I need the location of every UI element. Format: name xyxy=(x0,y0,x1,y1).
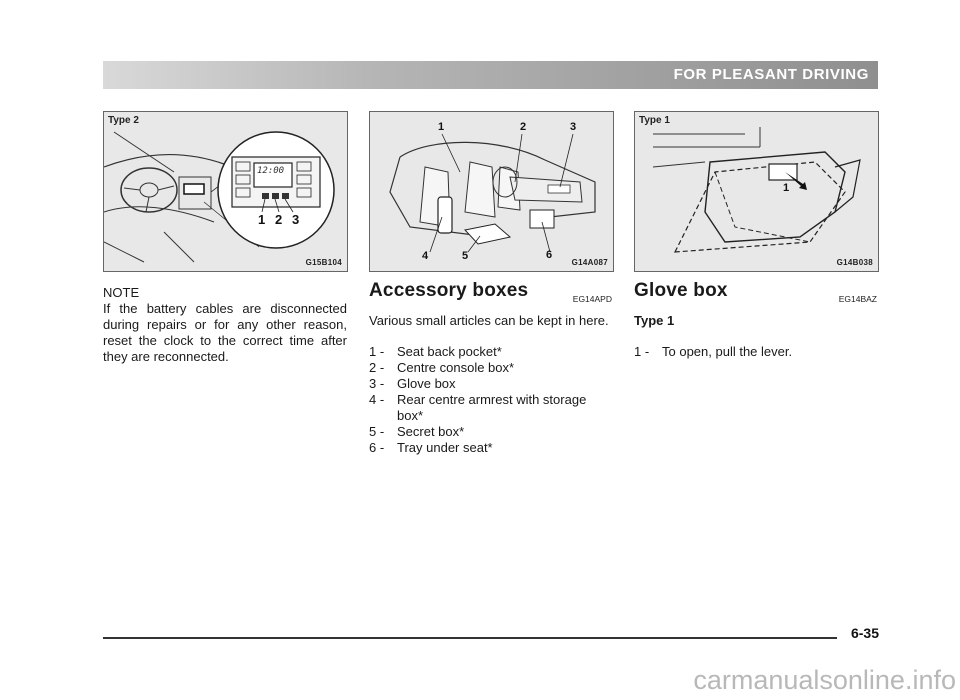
section-title: Accessory boxes xyxy=(369,280,529,301)
note-section xyxy=(103,285,347,365)
section-code: EG14BAZ xyxy=(838,294,877,304)
figure-type-label: Type 2 xyxy=(108,115,139,126)
section-heading xyxy=(369,280,614,313)
clock-display-text: 12:00 xyxy=(257,166,285,176)
item-number: 1 - xyxy=(634,344,650,359)
figure-type2-clock xyxy=(103,111,348,272)
item-text: Secret box* xyxy=(397,424,465,439)
item-number: 2 - xyxy=(369,360,385,375)
section-heading xyxy=(634,280,879,313)
item-text: Glove box xyxy=(397,376,456,391)
callout-1: 1 xyxy=(258,212,266,227)
item-number: 3 - xyxy=(369,376,385,391)
accessory-boxes-section xyxy=(369,280,614,456)
item-number: 5 - xyxy=(369,424,385,439)
callout-2: 2 xyxy=(520,121,527,133)
accessory-list xyxy=(369,344,614,456)
glove-box-illustration xyxy=(635,112,878,271)
watermark-text: carmanualsonline.info xyxy=(693,665,956,695)
list-item xyxy=(369,440,614,456)
section-header-title: FOR PLEASANT DRIVING xyxy=(673,66,869,83)
callout-6: 6 xyxy=(546,249,553,261)
figure-code: G14A087 xyxy=(571,258,608,267)
item-text: Tray under seat* xyxy=(397,440,493,455)
note-label: NOTE xyxy=(103,285,140,300)
callout-3: 3 xyxy=(292,212,300,227)
section-title: Glove box xyxy=(634,280,728,301)
figure-glove-box xyxy=(634,111,879,272)
item-text: Rear centre armrest with storage box* xyxy=(397,392,587,423)
car-interior-illustration xyxy=(370,112,613,271)
item-text: To open, pull the lever. xyxy=(662,344,793,359)
callout-4: 4 xyxy=(422,250,429,262)
section-code: EG14APD xyxy=(572,294,612,304)
callout-1: 1 xyxy=(438,121,445,133)
figure-type-label: Type 1 xyxy=(639,115,670,126)
dashboard-clock-illustration xyxy=(104,112,347,271)
figure-code: G14B038 xyxy=(836,258,873,267)
note-body: If the battery cables are disconnected during repairs or for any other reason, reset the clock to the correct time after they are reconnected. xyxy=(103,301,347,364)
callout-1: 1 xyxy=(783,182,790,194)
list-item xyxy=(369,424,614,440)
callout-3: 3 xyxy=(570,121,577,133)
footer-rule xyxy=(103,637,837,639)
item-number: 1 - xyxy=(369,344,385,359)
list-item xyxy=(369,376,614,392)
intro-paragraph: Various small articles can be kept in here. xyxy=(369,313,609,328)
page-number: 6-35 xyxy=(850,625,879,641)
list-item xyxy=(369,344,614,360)
figure-code: G15B104 xyxy=(305,258,342,267)
item-text: Centre console box* xyxy=(397,360,515,375)
list-item xyxy=(369,360,614,376)
type-subheading: Type 1 xyxy=(634,313,675,328)
item-number: 4 - xyxy=(369,392,385,407)
item-text: Seat back pocket* xyxy=(397,344,502,359)
figure-accessory-boxes xyxy=(369,111,614,272)
item-number: 6 - xyxy=(369,440,385,455)
list-item xyxy=(634,344,879,360)
glove-box-section xyxy=(634,280,879,360)
callout-5: 5 xyxy=(462,250,469,262)
callout-2: 2 xyxy=(275,212,283,227)
section-header-bar xyxy=(103,61,878,89)
list-item xyxy=(369,392,614,424)
